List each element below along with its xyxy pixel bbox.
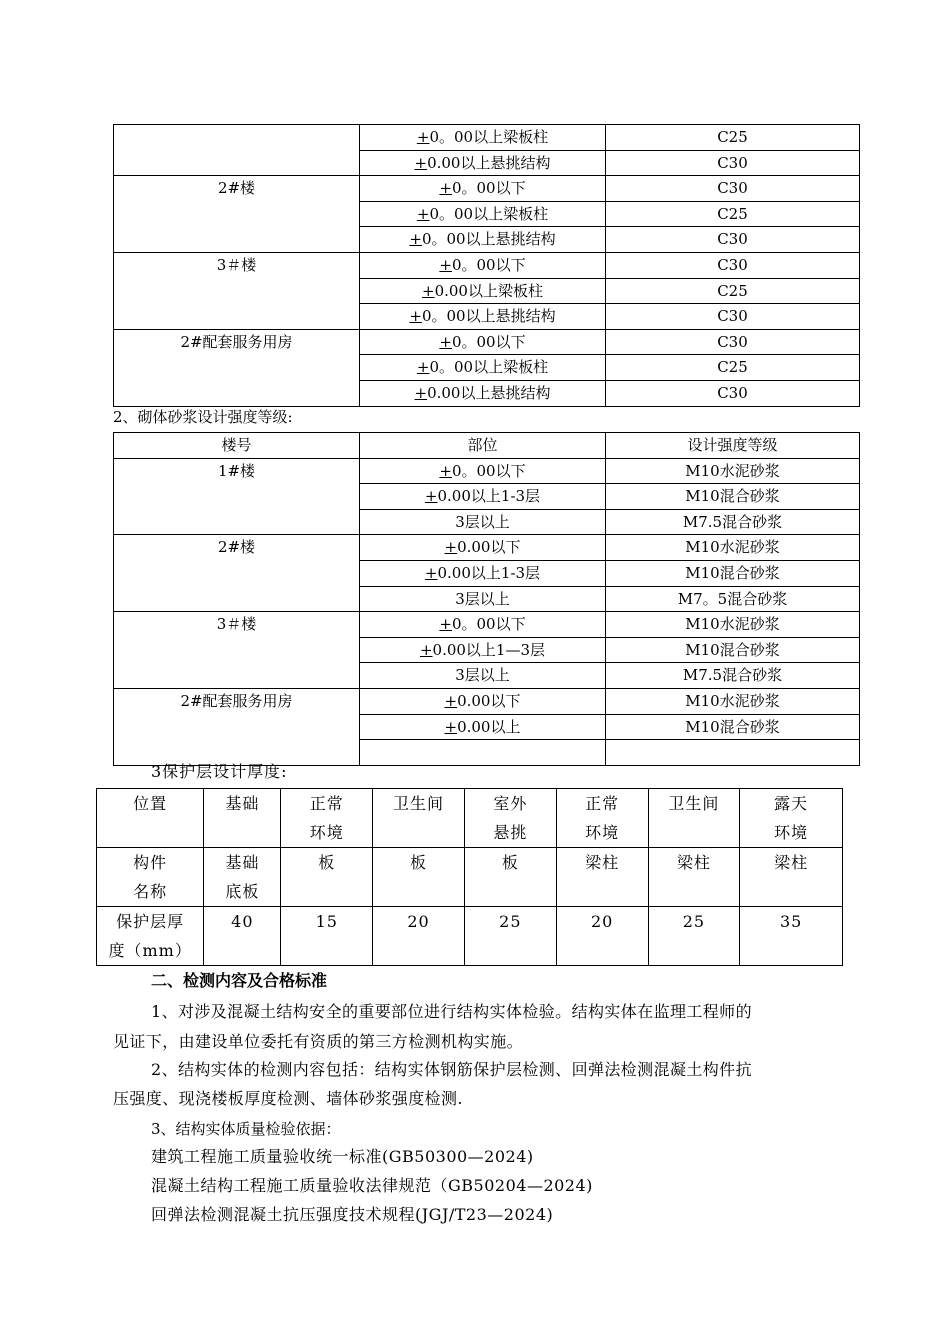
cover-cell: 板 bbox=[373, 848, 465, 907]
plus-minus-sign: + bbox=[409, 307, 422, 326]
part-cell bbox=[360, 663, 606, 689]
part-cell bbox=[360, 201, 606, 227]
table-header-row bbox=[114, 433, 860, 459]
cover-cell: 20 bbox=[556, 907, 648, 966]
plus-minus-sign: + bbox=[416, 358, 430, 377]
part-text: 0。00以下 bbox=[451, 461, 526, 480]
plus-minus-sign: + bbox=[414, 383, 428, 402]
grade-cell: C25 bbox=[606, 201, 860, 227]
part-cell bbox=[360, 535, 606, 561]
table-row bbox=[114, 688, 860, 714]
part-text: 0。00以下 bbox=[451, 615, 526, 634]
grade-cell: C25 bbox=[606, 278, 860, 304]
cover-cell: 梁柱 bbox=[556, 848, 648, 907]
cover-cell: 25 bbox=[648, 907, 740, 966]
cover-cell: 基础 底板 bbox=[204, 848, 281, 907]
paragraph-2-line-1: 2、结构实体的检测内容包括：结构实体钢筋保护层检测、回弹法检测混凝土构件抗 bbox=[151, 1060, 752, 1079]
part-cell bbox=[360, 329, 606, 355]
building-cell: 3＃楼 bbox=[114, 252, 360, 329]
part-cell bbox=[360, 509, 606, 535]
grade-cell: M10混合砂浆 bbox=[606, 637, 860, 663]
cover-cell: 正常 环境 bbox=[281, 789, 373, 848]
grade-cell: M10水泥砂浆 bbox=[606, 688, 860, 714]
part-cell bbox=[360, 714, 606, 740]
part-cell bbox=[360, 150, 606, 176]
grade-cell: C30 bbox=[606, 227, 860, 253]
table-row bbox=[114, 329, 860, 355]
section-title: 二、检测内容及合格标准 bbox=[151, 971, 328, 990]
table-row bbox=[114, 535, 860, 561]
grade-cell: C30 bbox=[606, 329, 860, 355]
part-text: 0.00以下 bbox=[457, 538, 521, 557]
part-text: 0。00以上梁板柱 bbox=[429, 358, 549, 377]
part-cell bbox=[360, 227, 606, 253]
table-row bbox=[114, 458, 860, 484]
part-text: 0。00以下 bbox=[451, 179, 526, 198]
cover-cell: 卫生间 bbox=[373, 789, 465, 848]
part-cell bbox=[360, 484, 606, 510]
part-cell bbox=[360, 458, 606, 484]
grade-cell: M7.5混合砂浆 bbox=[606, 663, 860, 689]
plus-minus-sign: + bbox=[424, 487, 438, 506]
grade-cell: C30 bbox=[606, 176, 860, 202]
table-row bbox=[97, 907, 843, 966]
grade-cell: C30 bbox=[606, 252, 860, 278]
plus-minus-sign: + bbox=[444, 538, 458, 557]
column-header: 楼号 bbox=[114, 433, 360, 459]
cover-cell: 位置 bbox=[97, 789, 204, 848]
table-row bbox=[114, 252, 860, 278]
building-cell: 1#楼 bbox=[114, 458, 360, 535]
standard-1: 建筑工程施工质量验收统一标准(GB50300—2024) bbox=[151, 1147, 534, 1166]
table-row bbox=[97, 848, 843, 907]
part-cell bbox=[360, 304, 606, 330]
plus-minus-sign: + bbox=[444, 717, 458, 736]
table-row bbox=[97, 789, 843, 848]
part-cell bbox=[360, 380, 606, 406]
grade-cell bbox=[606, 740, 860, 766]
building-cell bbox=[114, 125, 360, 176]
part-text: 0.00以上1-3层 bbox=[437, 563, 541, 582]
cover-cell: 板 bbox=[464, 848, 556, 907]
grade-cell: M10混合砂浆 bbox=[606, 714, 860, 740]
grade-cell: M10混合砂浆 bbox=[606, 484, 860, 510]
cover-cell: 露天 环境 bbox=[740, 789, 843, 848]
part-text: 0.00以上悬挑结构 bbox=[427, 153, 551, 172]
grade-cell: C25 bbox=[606, 355, 860, 381]
plus-minus-sign: + bbox=[444, 691, 458, 710]
grade-cell: C30 bbox=[606, 380, 860, 406]
part-cell bbox=[360, 688, 606, 714]
plus-minus-sign: + bbox=[409, 230, 422, 249]
cover-cell: 40 bbox=[204, 907, 281, 966]
plus-minus-sign: + bbox=[439, 179, 452, 198]
part-cell bbox=[360, 586, 606, 612]
part-cell bbox=[360, 637, 606, 663]
cover-cell: 25 bbox=[464, 907, 556, 966]
plus-minus-sign: + bbox=[439, 461, 452, 480]
cover-cell: 20 bbox=[373, 907, 465, 966]
plus-minus-sign: + bbox=[439, 255, 452, 274]
mortar-grade-table bbox=[113, 432, 860, 766]
plus-minus-sign: + bbox=[416, 204, 430, 223]
column-header: 设计强度等级 bbox=[606, 433, 860, 459]
building-cell: 2#配套服务用房 bbox=[114, 329, 360, 406]
cover-cell: 板 bbox=[281, 848, 373, 907]
part-text: 0。00以上悬挑结构 bbox=[421, 230, 556, 249]
part-text: 0。00以下 bbox=[451, 255, 526, 274]
cover-cell: 保护层厚 度（mm） bbox=[97, 907, 204, 966]
table-row bbox=[114, 176, 860, 202]
plus-minus-sign: + bbox=[414, 153, 428, 172]
cover-heading: 3保护层设计厚度: bbox=[151, 762, 288, 781]
cover-cell: 35 bbox=[740, 907, 843, 966]
part-cell bbox=[360, 355, 606, 381]
table-row bbox=[114, 612, 860, 638]
part-text: 0.00以上梁板柱 bbox=[434, 281, 543, 300]
paragraph-3: 3、结构实体质量检验依据： bbox=[151, 1120, 341, 1138]
grade-cell: C30 bbox=[606, 150, 860, 176]
part-text: 3层以上 bbox=[455, 666, 510, 685]
part-cell bbox=[360, 740, 606, 766]
part-text: 0.00以下 bbox=[457, 691, 521, 710]
part-text: 0.00以上1-3层 bbox=[437, 487, 541, 506]
cover-cell: 15 bbox=[281, 907, 373, 966]
standard-2: 混凝土结构工程施工质量验收法律规范（GB50204—2024) bbox=[151, 1176, 593, 1195]
plus-minus-sign: + bbox=[439, 615, 452, 634]
part-text: 0。00以上梁板柱 bbox=[429, 204, 549, 223]
grade-cell: M10混合砂浆 bbox=[606, 560, 860, 586]
cover-cell: 卫生间 bbox=[648, 789, 740, 848]
part-text: 0.00以上 bbox=[457, 717, 521, 736]
concrete-grade-table bbox=[113, 124, 860, 407]
column-header: 部位 bbox=[360, 433, 606, 459]
grade-cell: M10水泥砂浆 bbox=[606, 612, 860, 638]
cover-cell: 梁柱 bbox=[740, 848, 843, 907]
paragraph-1-line-1: 1、对涉及混凝土结构安全的重要部位进行结构实体检验。结构实体在监理工程师的 bbox=[151, 1002, 752, 1021]
part-cell bbox=[360, 560, 606, 586]
building-cell: 2#配套服务用房 bbox=[114, 688, 360, 765]
part-text: 3层以上 bbox=[455, 589, 510, 608]
grade-cell: C25 bbox=[606, 125, 860, 151]
part-text: 3层以上 bbox=[455, 512, 510, 531]
part-cell bbox=[360, 278, 606, 304]
grade-cell: M7。5混合砂浆 bbox=[606, 586, 860, 612]
mortar-heading: 2、砌体砂浆设计强度等级: bbox=[113, 408, 293, 426]
part-text: 0.00以上悬挑结构 bbox=[427, 383, 551, 402]
building-cell: 2#楼 bbox=[114, 535, 360, 612]
cover-thickness-table bbox=[96, 788, 843, 966]
cover-cell: 正常 环境 bbox=[556, 789, 648, 848]
building-cell: 2#楼 bbox=[114, 176, 360, 253]
part-cell bbox=[360, 252, 606, 278]
plus-minus-sign: + bbox=[416, 128, 430, 146]
standard-3: 回弹法检测混凝土抗压强度技术规程(JGJ/T23—2024) bbox=[151, 1205, 554, 1224]
cover-cell: 构件 名称 bbox=[97, 848, 204, 907]
part-text: 0。00以上悬挑结构 bbox=[421, 307, 556, 326]
plus-minus-sign: + bbox=[424, 563, 438, 582]
grade-cell: M7.5混合砂浆 bbox=[606, 509, 860, 535]
paragraph-2-line-2: 压强度、现浇楼板厚度检测、墙体砂浆强度检测. bbox=[113, 1089, 463, 1108]
grade-cell: C30 bbox=[606, 304, 860, 330]
grade-cell: M10水泥砂浆 bbox=[606, 535, 860, 561]
paragraph-1-line-2: 见证下，由建设单位委托有资质的第三方检测机构实施。 bbox=[113, 1032, 524, 1051]
plus-minus-sign: + bbox=[419, 640, 433, 659]
part-text: 0.00以上1—3层 bbox=[432, 640, 546, 659]
part-text: 0。00以下 bbox=[451, 332, 526, 351]
cover-cell: 梁柱 bbox=[648, 848, 740, 907]
plus-minus-sign: + bbox=[439, 332, 452, 351]
table-row bbox=[114, 125, 860, 151]
part-cell bbox=[360, 612, 606, 638]
plus-minus-sign: + bbox=[422, 281, 435, 300]
part-cell bbox=[360, 176, 606, 202]
grade-cell: M10水泥砂浆 bbox=[606, 458, 860, 484]
part-text: 0。00以上梁板柱 bbox=[429, 128, 549, 146]
part-cell bbox=[360, 125, 606, 151]
cover-cell: 基础 bbox=[204, 789, 281, 848]
cover-cell: 室外 悬挑 bbox=[464, 789, 556, 848]
building-cell: 3＃楼 bbox=[114, 612, 360, 689]
